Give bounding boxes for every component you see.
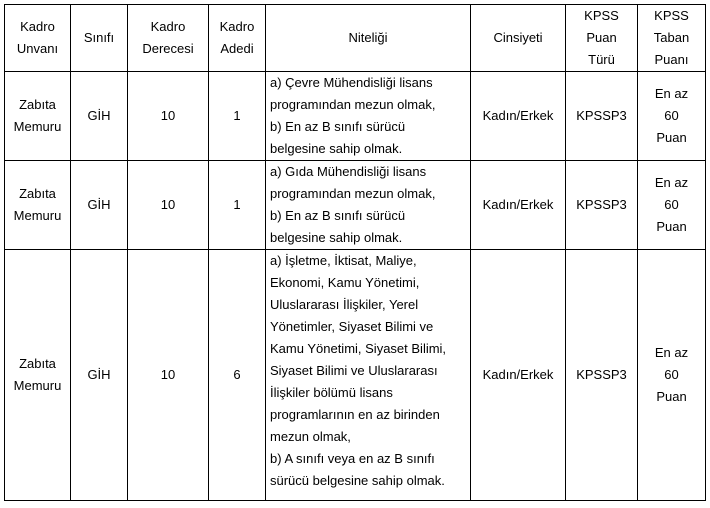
- cell-cinsiyeti: Kadın/Erkek: [471, 250, 566, 501]
- table-row: [5, 72, 706, 161]
- cell-cinsiyeti: Kadın/Erkek: [471, 161, 566, 250]
- cell-line: En az: [654, 175, 689, 190]
- cell-line: programından mezun olmak,: [270, 186, 436, 201]
- header-kadro-derecesi: [128, 5, 209, 72]
- header-line: Derecesi: [142, 41, 194, 56]
- cell-line: b) En az B sınıfı sürücü: [270, 119, 406, 134]
- cell-kadro-unvani: [5, 161, 71, 250]
- cell-kpss-taban-puani: [638, 250, 706, 501]
- cell-line: Memuru: [13, 208, 62, 223]
- cell-kpss-puan-turu: KPSSP3: [566, 72, 638, 161]
- cell-line: Zabıta: [19, 356, 56, 371]
- cell-line: programlarının en az birinden: [270, 407, 440, 422]
- cell-kadro-derecesi: 10: [128, 250, 209, 501]
- cell-kadro-unvani: [5, 72, 71, 161]
- header-line: Unvanı: [16, 41, 59, 56]
- header-kadro-unvani: [5, 5, 71, 72]
- cell-kpss-taban-puani: [638, 161, 706, 250]
- header-kpss-puan-turu: [566, 5, 638, 72]
- cell-line: belgesine sahip olmak.: [270, 230, 403, 245]
- cell-line: Puan: [656, 389, 687, 404]
- header-sinifi: [71, 5, 128, 72]
- header-line: Niteliği: [348, 30, 388, 45]
- header-niteligi: [266, 5, 471, 72]
- cell-sinifi: GİH: [71, 72, 128, 161]
- cell-line: belgesine sahip olmak.: [270, 141, 403, 156]
- cell-line: En az: [654, 345, 689, 360]
- cell-niteligi: [266, 72, 471, 161]
- table-row: [5, 250, 706, 501]
- cell-line: Ekonomi, Kamu Yönetimi,: [270, 275, 420, 290]
- cell-line: b) A sınıfı veya en az B sınıfı: [270, 451, 435, 466]
- cell-sinifi: GİH: [71, 250, 128, 501]
- cell-line: 60: [664, 367, 679, 382]
- header-row: [5, 5, 706, 72]
- cell-line: Puan: [656, 219, 687, 234]
- cell-line: sürücü belgesine sahip olmak.: [270, 473, 445, 488]
- header-kadro-adedi: [209, 5, 266, 72]
- cell-line: Puan: [656, 130, 687, 145]
- cell-kadro-derecesi: 10: [128, 161, 209, 250]
- header-kpss-taban-puani: [638, 5, 706, 72]
- cell-kadro-unvani: [5, 250, 71, 501]
- cell-kadro-derecesi: 10: [128, 72, 209, 161]
- cell-kpss-puan-turu: KPSSP3: [566, 161, 638, 250]
- header-line: Puanı: [654, 52, 689, 67]
- header-line: Sınıfı: [83, 30, 115, 45]
- cell-niteligi: [266, 161, 471, 250]
- cell-line: Zabıta: [19, 186, 56, 201]
- cell-kpss-taban-puani: [638, 72, 706, 161]
- cell-line: a) İşletme, İktisat, Maliye,: [270, 253, 417, 268]
- header-line: Cinsiyeti: [493, 30, 543, 45]
- cell-sinifi: GİH: [71, 161, 128, 250]
- cell-line: En az: [654, 86, 689, 101]
- header-line: Adedi: [220, 41, 254, 56]
- cell-line: Memuru: [13, 119, 62, 134]
- cell-line: b) En az B sınıfı sürücü: [270, 208, 406, 223]
- cell-line: a) Çevre Mühendisliği lisans: [270, 75, 433, 90]
- header-line: Türü: [588, 52, 615, 67]
- cell-line: mezun olmak,: [270, 429, 351, 444]
- cell-line: Yönetimler, Siyaset Bilimi ve: [270, 319, 434, 334]
- cell-line: Kamu Yönetimi, Siyaset Bilimi,: [270, 341, 447, 356]
- cell-line: a) Gıda Mühendisliği lisans: [270, 164, 427, 179]
- cell-kadro-adedi: 1: [209, 161, 266, 250]
- cell-line: Uluslararası İlişkiler, Yerel: [270, 297, 419, 312]
- cell-line: 60: [664, 197, 679, 212]
- header-line: Kadro: [20, 19, 55, 34]
- cell-cinsiyeti: Kadın/Erkek: [471, 72, 566, 161]
- cell-line: 60: [664, 108, 679, 123]
- header-line: Puan: [586, 30, 617, 45]
- cell-line: Memuru: [13, 378, 62, 393]
- cell-line: Zabıta: [19, 97, 56, 112]
- cell-kadro-adedi: 6: [209, 250, 266, 501]
- cell-line: İlişkiler bölümü lisans: [270, 385, 393, 400]
- header-line: KPSS: [654, 8, 689, 23]
- table-row: [5, 161, 706, 250]
- header-cinsiyeti: [471, 5, 566, 72]
- cell-line: Siyaset Bilimi ve Uluslararası: [270, 363, 438, 378]
- header-line: KPSS: [584, 8, 619, 23]
- cell-kpss-puan-turu: KPSSP3: [566, 250, 638, 501]
- cell-niteligi: [266, 250, 471, 501]
- cell-kadro-adedi: 1: [209, 72, 266, 161]
- header-line: Kadro: [219, 19, 255, 34]
- recruitment-table: [4, 4, 706, 501]
- header-line: Kadro: [150, 19, 186, 34]
- header-line: Taban: [653, 30, 690, 45]
- cell-line: programından mezun olmak,: [270, 97, 436, 112]
